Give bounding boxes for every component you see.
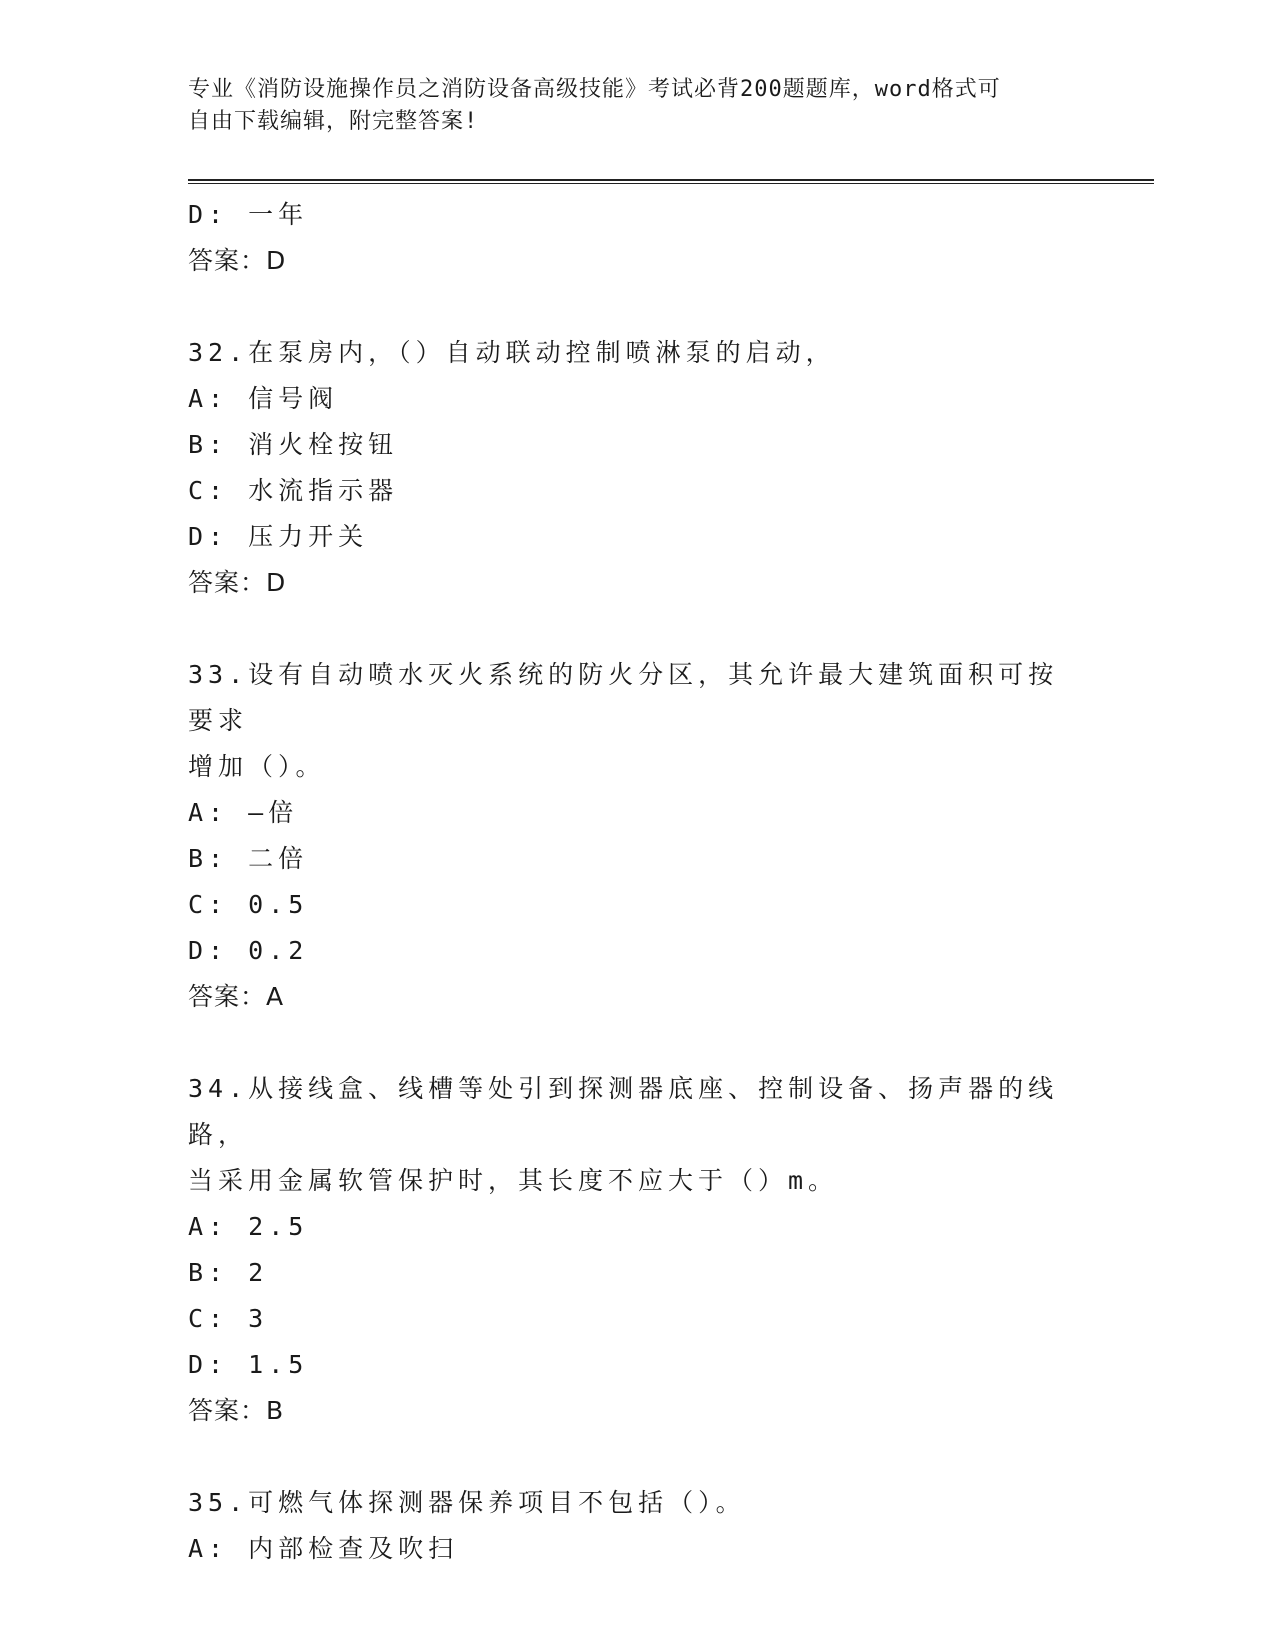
spacer <box>188 1020 1088 1066</box>
header-divider-thin <box>188 183 1154 184</box>
question-34 <box>188 1066 1088 1434</box>
question-stem-continued: 增加（）。 <box>188 752 326 781</box>
answer-label: 答案：A <box>188 982 285 1011</box>
question-stem: 33.设有自动喷水灭火系统的防火分区，其允许最大建筑面积可按要求 <box>188 660 1059 735</box>
option-a: A: 信号阀 <box>188 384 339 413</box>
question-stem: 32.在泵房内，（）自动联动控制喷淋泵的启动， <box>188 338 836 367</box>
question-list <box>188 192 1088 1572</box>
answer-label: 答案：B <box>188 1396 285 1425</box>
question-stem: 35.可燃气体探测器保养项目不包括（）。 <box>188 1488 746 1517</box>
document-header <box>188 74 1068 138</box>
option-b: B: 二倍 <box>188 844 309 873</box>
header-line-2: 自由下载编辑，附完整答案! <box>188 109 479 134</box>
header-line-1: 专业《消防设施操作员之消防设备高级技能》考试必背200题题库，word格式可 <box>188 77 1001 102</box>
option-a: A: —倍 <box>188 798 299 827</box>
spacer <box>188 284 1088 330</box>
option-d: D: 一年 <box>188 200 309 229</box>
answer-label: 答案：D <box>188 246 287 275</box>
option-b: B: 2 <box>188 1258 269 1287</box>
option-a: A: 2.5 <box>188 1212 309 1241</box>
header-divider-thick <box>188 179 1154 181</box>
option-d: D: 1.5 <box>188 1350 309 1379</box>
option-c: C: 3 <box>188 1304 269 1333</box>
option-c: C: 0.5 <box>188 890 309 919</box>
question-stem-continued: 当采用金属软管保护时，其长度不应大于（）m。 <box>188 1166 839 1195</box>
question-32 <box>188 330 1088 606</box>
question-33 <box>188 652 1088 1020</box>
option-b: B: 消火栓按钮 <box>188 430 399 459</box>
question-35 <box>188 1480 1088 1572</box>
option-d: D: 0.2 <box>188 936 309 965</box>
option-d: D: 压力开关 <box>188 522 369 551</box>
question-31-tail <box>188 192 1088 284</box>
option-c: C: 水流指示器 <box>188 476 399 505</box>
answer-label: 答案：D <box>188 568 287 597</box>
question-stem: 34.从接线盒、线槽等处引到探测器底座、控制设备、扬声器的线路， <box>188 1074 1059 1149</box>
spacer <box>188 606 1088 652</box>
spacer <box>188 1434 1088 1480</box>
option-a: A: 内部检查及吹扫 <box>188 1534 459 1563</box>
